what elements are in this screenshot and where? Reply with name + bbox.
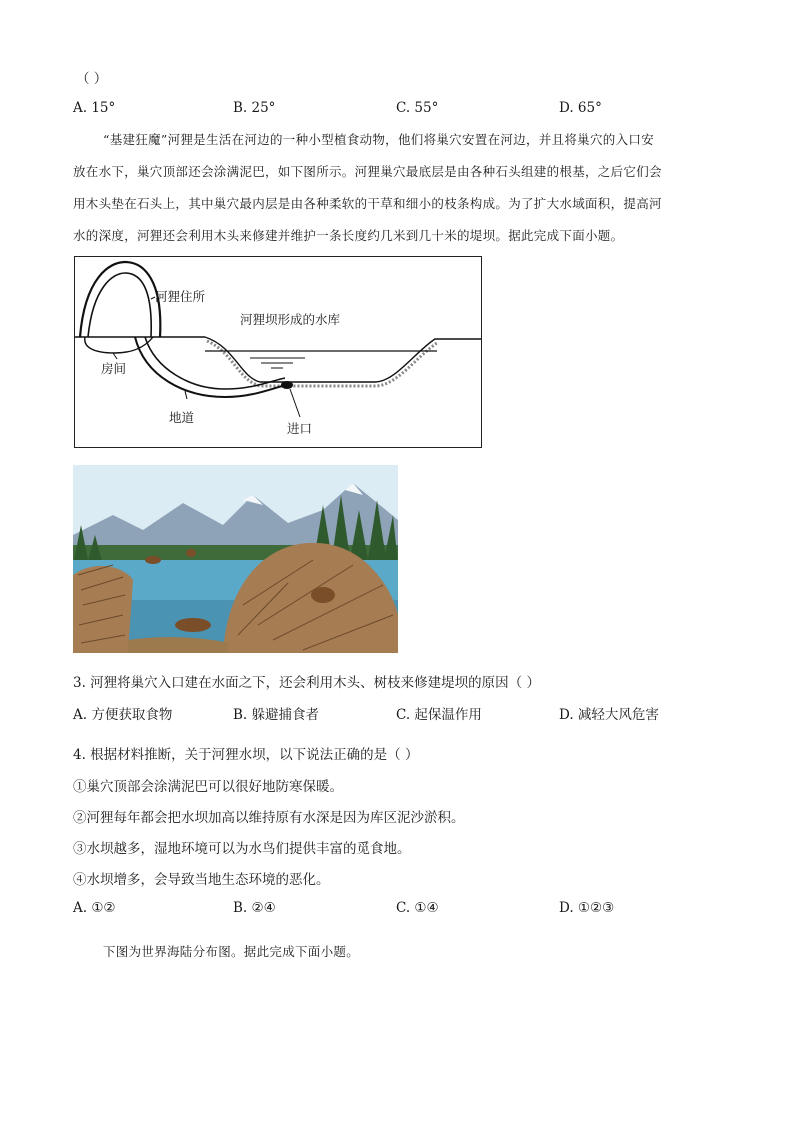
q4-option-d[interactable]: D. ①②③ — [559, 900, 615, 916]
entrance-label: 进口 — [287, 421, 313, 436]
answer-paren: （ ） — [76, 71, 108, 87]
q3-option-b[interactable]: B. 躲避捕食者 — [233, 707, 320, 723]
q3-option-d[interactable]: D. 减轻大风危害 — [559, 707, 659, 723]
q3-option-a[interactable]: A. 方便获取食物 — [73, 707, 173, 723]
beaver-habitat-illustration — [73, 465, 398, 653]
q2-option-a[interactable]: A. 15° — [73, 100, 116, 116]
q3-option-c[interactable]: C. 起保温作用 — [396, 707, 482, 723]
q3-stem: 3. 河狸将巢穴入口建在水面之下，还会利用木头、树枝来修建堤坝的原因（ ） — [73, 675, 540, 691]
q4-option-b[interactable]: B. ②④ — [233, 900, 276, 916]
lodge-label: 河狸住所 — [155, 289, 206, 304]
q2-option-b[interactable]: B. 25° — [233, 100, 276, 116]
beaver-lodge-diagram — [74, 256, 482, 448]
passage-line: 放在水下，巢穴顶部还会涂满泥巴，如下图所示。河狸巢穴最底层是由各种石头组建的根基，之后它们会 — [73, 164, 662, 179]
q4-option-a[interactable]: A. ①② — [73, 900, 116, 916]
q4-option-c[interactable]: C. ①④ — [396, 900, 439, 916]
lodge-cross-section-drawing — [75, 257, 481, 447]
room-label: 房间 — [101, 361, 127, 376]
q4-stem: 4. 根据材料推断，关于河狸水坝，以下说法正确的是（ ） — [73, 747, 419, 763]
q4-statement: ③水坝越多，湿地环境可以为水鸟们提供丰富的觅食地。 — [73, 841, 411, 857]
habitat-scene — [73, 465, 398, 653]
q4-statement: ④水坝增多，会导致当地生态环境的恶化。 — [73, 872, 330, 888]
reservoir-label: 河狸坝形成的水库 — [240, 312, 341, 327]
next-section-intro: 下图为世界海陆分布图。据此完成下面小题。 — [103, 944, 360, 959]
passage-line: 用木头垫在石头上，其中巢穴最内层是由各种柔软的干草和细小的枝条构成。为了扩大水域面积，提高河 — [73, 196, 662, 211]
tunnel-label: 地道 — [169, 410, 195, 425]
q2-option-d[interactable]: D. 65° — [559, 100, 602, 116]
q2-option-c[interactable]: C. 55° — [396, 100, 439, 116]
passage-line: “基建狂魔”河狸是生活在河边的一种小型植食动物，他们将巢穴安置在河边，并且将巢穴的入口安 — [103, 132, 654, 147]
passage-line: 水的深度，河狸还会利用木头来修建并维护一条长度约几米到几十米的堤坝。据此完成下面小题。 — [73, 228, 624, 243]
q4-statement: ②河狸每年都会把水坝加高以维持原有水深是因为库区泥沙淤积。 — [73, 810, 465, 826]
q4-statement: ①巢穴顶部会涂满泥巴可以很好地防寒保暖。 — [73, 779, 343, 795]
